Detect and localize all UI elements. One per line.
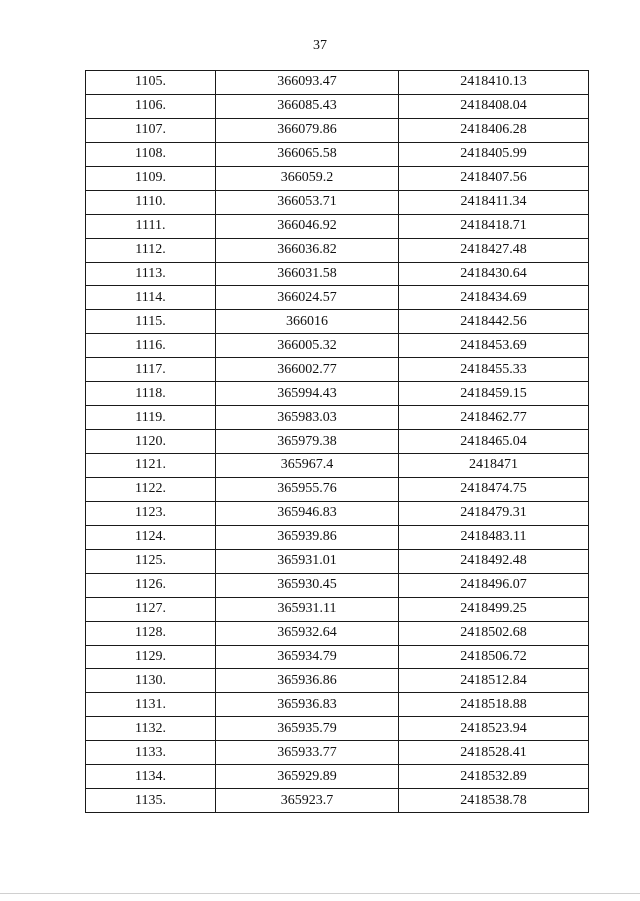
table-row bbox=[86, 142, 589, 166]
x-coordinate-cell: 365983.03 bbox=[216, 406, 399, 430]
table-row bbox=[86, 430, 589, 454]
point-number-cell: 1130. bbox=[86, 669, 216, 693]
y-coordinate-cell: 2418405.99 bbox=[399, 142, 589, 166]
x-coordinate-cell: 365967.4 bbox=[216, 454, 399, 478]
x-coordinate-cell: 366031.58 bbox=[216, 262, 399, 286]
point-number-cell: 1112. bbox=[86, 238, 216, 262]
point-number-cell: 1114. bbox=[86, 286, 216, 310]
table-row bbox=[86, 549, 589, 573]
x-coordinate-cell: 366005.32 bbox=[216, 334, 399, 358]
coordinates-table-body bbox=[86, 71, 589, 813]
x-coordinate-cell: 366036.82 bbox=[216, 238, 399, 262]
point-number-cell: 1108. bbox=[86, 142, 216, 166]
x-coordinate-cell: 365933.77 bbox=[216, 741, 399, 765]
table-row bbox=[86, 71, 589, 95]
coordinates-table bbox=[85, 70, 589, 813]
table-row bbox=[86, 334, 589, 358]
table-row bbox=[86, 717, 589, 741]
table-row bbox=[86, 286, 589, 310]
x-coordinate-cell: 365930.45 bbox=[216, 573, 399, 597]
page-number: 37 bbox=[313, 38, 327, 53]
point-number-cell: 1134. bbox=[86, 765, 216, 789]
table-row bbox=[86, 525, 589, 549]
x-coordinate-cell: 366002.77 bbox=[216, 358, 399, 382]
table-row bbox=[86, 358, 589, 382]
point-number-cell: 1122. bbox=[86, 477, 216, 501]
table-row bbox=[86, 693, 589, 717]
y-coordinate-cell: 2418502.68 bbox=[399, 621, 589, 645]
y-coordinate-cell: 2418442.56 bbox=[399, 310, 589, 334]
y-coordinate-cell: 2418506.72 bbox=[399, 645, 589, 669]
y-coordinate-cell: 2418407.56 bbox=[399, 166, 589, 190]
y-coordinate-cell: 2418430.64 bbox=[399, 262, 589, 286]
x-coordinate-cell: 365936.83 bbox=[216, 693, 399, 717]
point-number-cell: 1135. bbox=[86, 789, 216, 813]
point-number-cell: 1127. bbox=[86, 597, 216, 621]
y-coordinate-cell: 2418483.11 bbox=[399, 525, 589, 549]
table-row bbox=[86, 477, 589, 501]
point-number-cell: 1105. bbox=[86, 71, 216, 95]
x-coordinate-cell: 366079.86 bbox=[216, 118, 399, 142]
table-row bbox=[86, 382, 589, 406]
point-number-cell: 1129. bbox=[86, 645, 216, 669]
point-number-cell: 1115. bbox=[86, 310, 216, 334]
x-coordinate-cell: 365946.83 bbox=[216, 501, 399, 525]
point-number-cell: 1120. bbox=[86, 430, 216, 454]
y-coordinate-cell: 2418518.88 bbox=[399, 693, 589, 717]
x-coordinate-cell: 366065.58 bbox=[216, 142, 399, 166]
y-coordinate-cell: 2418538.78 bbox=[399, 789, 589, 813]
point-number-cell: 1124. bbox=[86, 525, 216, 549]
table-row bbox=[86, 573, 589, 597]
table-row bbox=[86, 310, 589, 334]
point-number-cell: 1126. bbox=[86, 573, 216, 597]
table-row bbox=[86, 262, 589, 286]
table-row bbox=[86, 238, 589, 262]
x-coordinate-cell: 365931.01 bbox=[216, 549, 399, 573]
table-row bbox=[86, 406, 589, 430]
bottom-scan-edge bbox=[0, 893, 640, 894]
point-number-cell: 1119. bbox=[86, 406, 216, 430]
y-coordinate-cell: 2418471 bbox=[399, 454, 589, 478]
table-row bbox=[86, 741, 589, 765]
x-coordinate-cell: 365939.86 bbox=[216, 525, 399, 549]
x-coordinate-cell: 366059.2 bbox=[216, 166, 399, 190]
x-coordinate-cell: 365934.79 bbox=[216, 645, 399, 669]
x-coordinate-cell: 365935.79 bbox=[216, 717, 399, 741]
y-coordinate-cell: 2418411.34 bbox=[399, 190, 589, 214]
point-number-cell: 1123. bbox=[86, 501, 216, 525]
table-row bbox=[86, 94, 589, 118]
point-number-cell: 1107. bbox=[86, 118, 216, 142]
table-row bbox=[86, 789, 589, 813]
point-number-cell: 1125. bbox=[86, 549, 216, 573]
table-row bbox=[86, 621, 589, 645]
point-number-cell: 1118. bbox=[86, 382, 216, 406]
y-coordinate-cell: 2418434.69 bbox=[399, 286, 589, 310]
x-coordinate-cell: 366024.57 bbox=[216, 286, 399, 310]
table-row bbox=[86, 645, 589, 669]
y-coordinate-cell: 2418479.31 bbox=[399, 501, 589, 525]
y-coordinate-cell: 2418532.89 bbox=[399, 765, 589, 789]
x-coordinate-cell: 366053.71 bbox=[216, 190, 399, 214]
point-number-cell: 1110. bbox=[86, 190, 216, 214]
table-row bbox=[86, 166, 589, 190]
x-coordinate-cell: 366093.47 bbox=[216, 71, 399, 95]
point-number-cell: 1121. bbox=[86, 454, 216, 478]
point-number-cell: 1117. bbox=[86, 358, 216, 382]
x-coordinate-cell: 365936.86 bbox=[216, 669, 399, 693]
x-coordinate-cell: 365923.7 bbox=[216, 789, 399, 813]
table-row bbox=[86, 501, 589, 525]
x-coordinate-cell: 365931.11 bbox=[216, 597, 399, 621]
x-coordinate-cell: 365994.43 bbox=[216, 382, 399, 406]
y-coordinate-cell: 2418528.41 bbox=[399, 741, 589, 765]
point-number-cell: 1111. bbox=[86, 214, 216, 238]
x-coordinate-cell: 365932.64 bbox=[216, 621, 399, 645]
y-coordinate-cell: 2418418.71 bbox=[399, 214, 589, 238]
table-row bbox=[86, 118, 589, 142]
table-row bbox=[86, 765, 589, 789]
y-coordinate-cell: 2418455.33 bbox=[399, 358, 589, 382]
point-number-cell: 1116. bbox=[86, 334, 216, 358]
y-coordinate-cell: 2418474.75 bbox=[399, 477, 589, 501]
y-coordinate-cell: 2418512.84 bbox=[399, 669, 589, 693]
x-coordinate-cell: 365955.76 bbox=[216, 477, 399, 501]
x-coordinate-cell: 365979.38 bbox=[216, 430, 399, 454]
table-row bbox=[86, 597, 589, 621]
y-coordinate-cell: 2418453.69 bbox=[399, 334, 589, 358]
x-coordinate-cell: 366085.43 bbox=[216, 94, 399, 118]
table-row bbox=[86, 454, 589, 478]
table-row bbox=[86, 190, 589, 214]
y-coordinate-cell: 2418492.48 bbox=[399, 549, 589, 573]
y-coordinate-cell: 2418465.04 bbox=[399, 430, 589, 454]
point-number-cell: 1128. bbox=[86, 621, 216, 645]
point-number-cell: 1133. bbox=[86, 741, 216, 765]
x-coordinate-cell: 366016 bbox=[216, 310, 399, 334]
point-number-cell: 1106. bbox=[86, 94, 216, 118]
table-row bbox=[86, 669, 589, 693]
x-coordinate-cell: 365929.89 bbox=[216, 765, 399, 789]
y-coordinate-cell: 2418523.94 bbox=[399, 717, 589, 741]
y-coordinate-cell: 2418410.13 bbox=[399, 71, 589, 95]
point-number-cell: 1109. bbox=[86, 166, 216, 190]
table-row bbox=[86, 214, 589, 238]
y-coordinate-cell: 2418462.77 bbox=[399, 406, 589, 430]
y-coordinate-cell: 2418499.25 bbox=[399, 597, 589, 621]
point-number-cell: 1113. bbox=[86, 262, 216, 286]
y-coordinate-cell: 2418459.15 bbox=[399, 382, 589, 406]
point-number-cell: 1131. bbox=[86, 693, 216, 717]
y-coordinate-cell: 2418427.48 bbox=[399, 238, 589, 262]
x-coordinate-cell: 366046.92 bbox=[216, 214, 399, 238]
point-number-cell: 1132. bbox=[86, 717, 216, 741]
y-coordinate-cell: 2418408.04 bbox=[399, 94, 589, 118]
y-coordinate-cell: 2418406.28 bbox=[399, 118, 589, 142]
y-coordinate-cell: 2418496.07 bbox=[399, 573, 589, 597]
